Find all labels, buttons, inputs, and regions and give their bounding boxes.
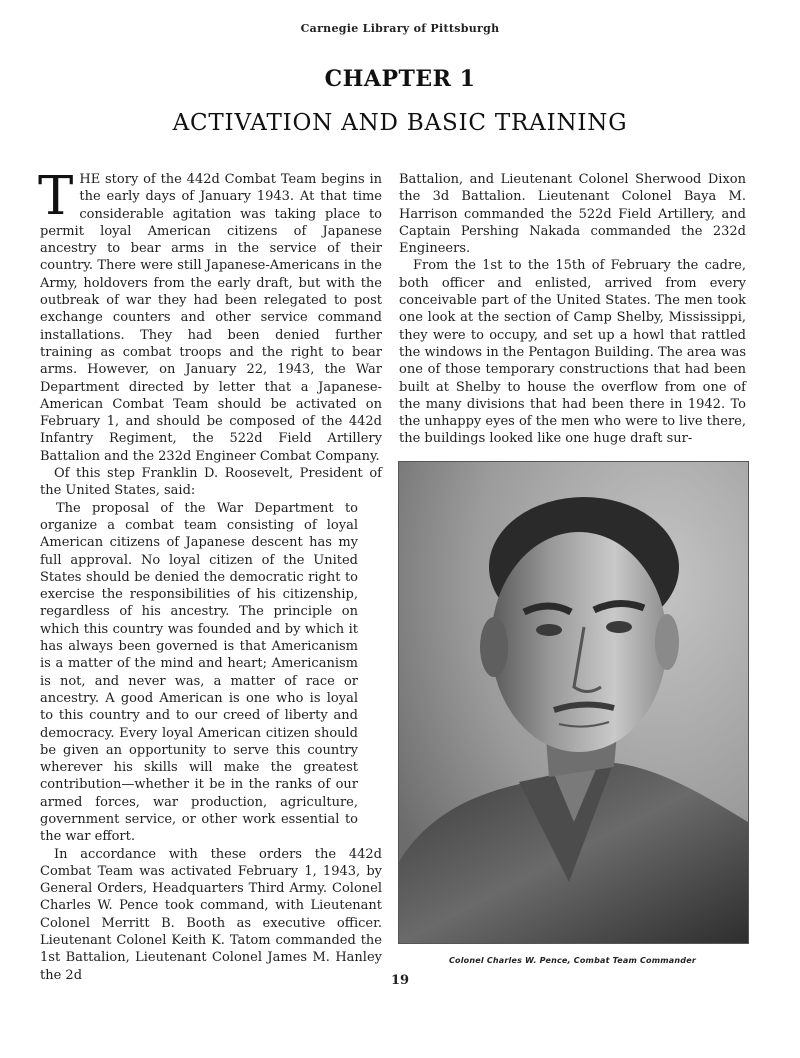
chapter-number: CHAPTER 1 xyxy=(324,66,476,92)
left-column xyxy=(38,166,382,984)
cadre-arrival-paragraph: From the 1st to the 15th of February the cadre, both officer and enlisted, arrived from every conceivable part of the United States. The men took one look at the section of Camp Shelby, Mississippi, they were to occupy, and set up a howl that rattled the windows in the Pentagon Building. The area was one of those temporary constructions that had been built at Shelby to house the overflow from one of the many divisions that had been there in 1942. To the unhappy eyes of the men who were to live there, the buildings looked like one huge draft sur- xyxy=(399,258,746,447)
drop-cap: T xyxy=(38,166,74,227)
portrait-image xyxy=(399,462,748,943)
portrait-photo xyxy=(398,461,749,944)
opening-paragraph-text: HE story of the 442d Combat Team begins in the early days of January 1943. At that time considerable agitation was taking place to permit loyal American citizens of Japanese ancestry to bear arms in the service of their country. There were still Japanese-Americans in the Army, holdovers from the early draft, but with the outbreak of war they had been relegated to post exchange counters and other service command installations. They had been denied further training as combat troops and the right to bear arms. However, on January 22, 1943, the War Department directed by letter that a Japanese-American Combat Team should be activated on February 1, and should be composed of the 442d Infantry Regiment, the 522d Field Artillery Battalion and the 232d Engineer Combat Company. xyxy=(40,172,382,464)
chapter-title: ACTIVATION AND BASIC TRAINING xyxy=(172,110,628,136)
library-stamp: Carnegie Library of Pittsburgh xyxy=(300,22,500,35)
photo-caption: Colonel Charles W. Pence, Combat Team Commander xyxy=(448,956,697,965)
page-number: 19 xyxy=(390,973,410,988)
activation-paragraph: In accordance with these orders the 442d Combat Team was activated February 1, 1943, by General Orders, Headquarters Third Army. Colonel Charles W. Pence took command, with Lieutenant Colonel Merritt B. Booth as executive officer. Lieutenant Colonel Keith K. Tatom commanded the 1st Battalion, Lieutenant Colonel James M. Hanley the 2d xyxy=(40,846,382,983)
right-column xyxy=(399,171,746,448)
roosevelt-intro-paragraph: Of this step Franklin D. Roosevelt, President of the United States, said: xyxy=(40,466,382,499)
roosevelt-quote: The proposal of the War Department to organize a combat team consisting of loyal American citizens of Japanese descent has my full approval. No loyal citizen of the United States should be denied the democratic right to exercise the responsibilities of his citizenship, regardless of his ancestry. The principle on which this country was founded and by which it has always been governed is that Americanism is a matter of the mind and heart; Americanism is not, and never was, a matter of race or ancestry. A good American is one who is loyal to this country and to our creed of liberty and democracy. Every loyal American citizen should be given an opportunity to serve this country wherever his skills will make the greatest contribution—whether it be in the ranks of our armed forces, war production, agriculture, government service, or other work essential to the war effort. xyxy=(40,500,358,845)
battalion-commanders-paragraph: Battalion, and Lieutenant Colonel Sherwood Dixon the 3d Battalion. Lieutenant Colonel Baya M. Harrison commanded the 522d Field Artillery, and Captain Pershing Nakada commanded the 232d Engineers. xyxy=(399,172,746,257)
opening-paragraph xyxy=(38,166,382,465)
